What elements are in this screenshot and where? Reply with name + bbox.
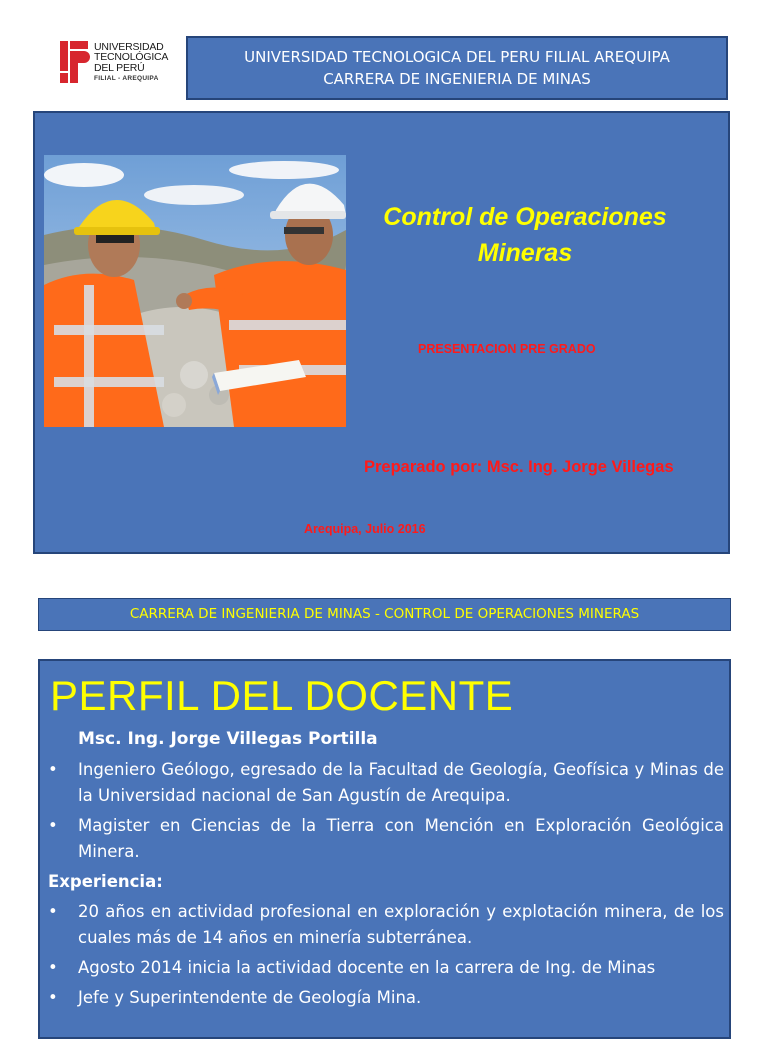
list-item-text: Ingeniero Geólogo, egresado de la Facultad de Geología, Geofísica y Minas de la Universidad nacional de San Agustín de Arequipa.: [78, 760, 724, 805]
logo-subline: FILIAL - AREQUIPA: [94, 75, 159, 82]
list-item-text: Agosto 2014 inicia la actividad docente en la carrera de Ing. de Minas: [78, 958, 656, 977]
prepared-by: Preparado por: Msc. Ing. Jorge Villegas: [364, 458, 674, 476]
profile-content: [48, 757, 724, 1015]
miners-photo: [44, 155, 346, 427]
profile-slide: [38, 659, 731, 1039]
list-item: [48, 955, 724, 981]
header-title-bar: [186, 36, 728, 100]
logo-line-1: UNIVERSIDAD: [94, 40, 164, 53]
university-logo: [58, 34, 174, 90]
list-item-text: Magister en Ciencias de la Tierra con Mención en Exploración Geológica Minera.: [78, 816, 724, 861]
bullet-icon: •: [48, 988, 58, 1007]
presentation-label: PRESENTACION PRE GRADO: [418, 342, 596, 356]
logo-line-3: DEL PERÚ: [94, 61, 145, 74]
list-item: [48, 757, 724, 809]
date-line: Arequipa, Julio 2016: [304, 522, 426, 536]
experience-heading: Experiencia:: [48, 872, 163, 891]
course-title-line-1: Control de Operaciones: [383, 203, 667, 231]
header-title-line-2: CARRERA DE INGENIERIA DE MINAS: [323, 70, 591, 88]
bullet-icon: •: [48, 902, 58, 921]
course-title-line-2: Mineras: [477, 239, 573, 267]
profile-title: PERFIL DEL DOCENTE: [50, 672, 514, 719]
list-item: [48, 899, 724, 951]
list-item-text: 20 años en actividad profesional en exploración y explotación minera, de los cuales más de 14 años en minería subterránea.: [78, 902, 724, 947]
course-title: [360, 199, 690, 271]
slide2-header-band: CARRERA DE INGENIERIA DE MINAS - CONTROL DE OPERACIONES MINERAS: [38, 598, 731, 631]
teacher-name: Msc. Ing. Jorge Villegas Portilla: [78, 729, 378, 749]
list-item: [48, 813, 724, 865]
miners-photo-illustration: [44, 155, 346, 427]
logo-line-2: TECNOLÓGICA: [94, 51, 169, 63]
bullet-icon: •: [48, 958, 58, 977]
list-item-text: Jefe y Superintendente de Geología Mina.: [78, 988, 422, 1007]
bullet-icon: •: [48, 760, 58, 779]
list-item: [48, 985, 724, 1011]
header-title-line-1: UNIVERSIDAD TECNOLOGICA DEL PERU FILIAL AREQUIPA: [244, 48, 670, 66]
cover-slide: [33, 111, 730, 554]
bullet-icon: •: [48, 816, 58, 835]
utp-logo-icon: [58, 37, 90, 87]
